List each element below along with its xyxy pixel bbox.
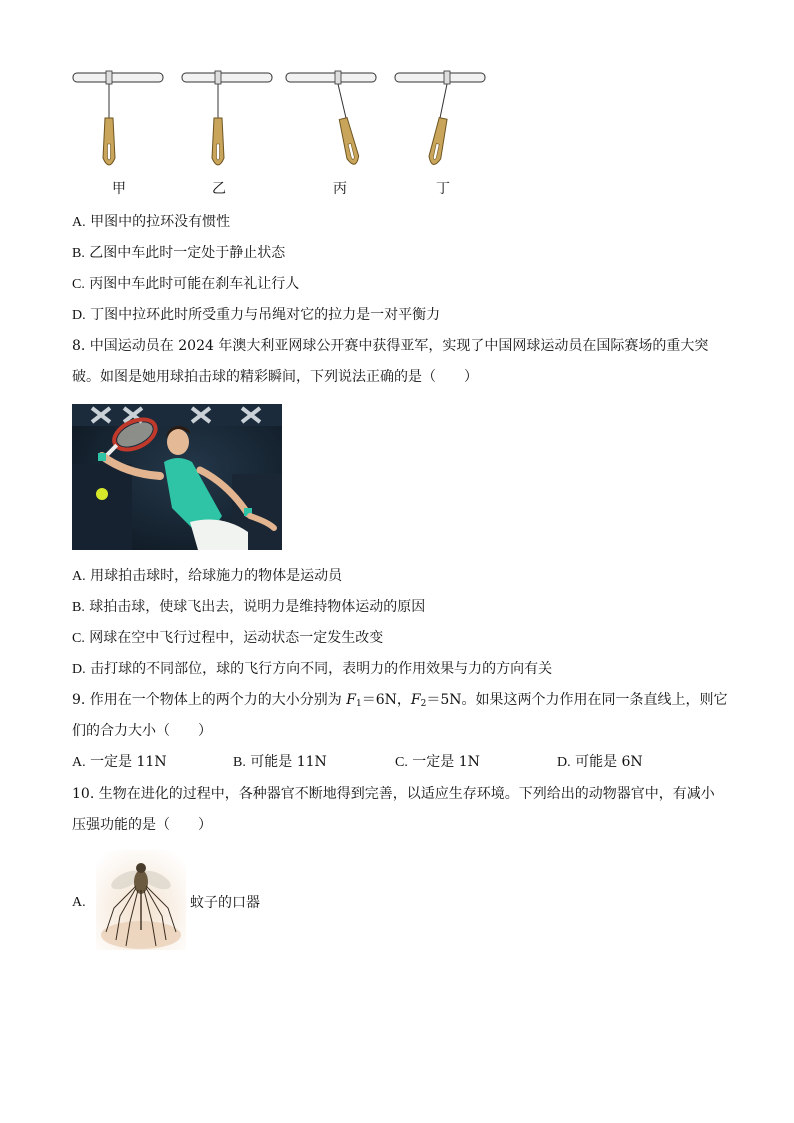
q10-option-a-text: 蚊子的口器 <box>190 895 260 911</box>
figure-label-bing: 丙 <box>333 181 347 197</box>
figure-label-yi: 乙 <box>212 181 226 197</box>
option-letter: B. <box>72 246 85 261</box>
q10-option-a-letter: A. <box>72 895 86 910</box>
mosquito-photo <box>96 850 186 950</box>
option-letter: A. <box>72 755 86 770</box>
option-text: 可能是 11N <box>250 754 327 770</box>
figure-label-jia: 甲 <box>112 181 126 197</box>
q10-stem-line1: 10. 生物在进化的过程中，各种器官不断地得到完善，以适应生存环境。下列给出的动物器官中，有减小 <box>72 786 715 802</box>
q8-option-b <box>72 597 425 618</box>
q10-stem-line2: 压强功能的是（ ） <box>72 817 212 833</box>
q8-option-a <box>72 566 342 587</box>
q8-option-d <box>72 659 552 680</box>
q8-stem-line2: 破。如图是她用球拍击球的精彩瞬间，下列说法正确的是（ ） <box>72 369 478 385</box>
option-text: 用球拍击球时，给球施力的物体是运动员 <box>90 568 343 584</box>
q9-stem-text-a: 9. 作用在一个物体上的两个力的大小分别为 <box>72 692 347 708</box>
q7-option-c <box>72 274 299 295</box>
strap-yi <box>182 71 272 165</box>
q7-option-b <box>72 243 285 264</box>
q8-option-c <box>72 628 383 649</box>
hanging-strap-figure <box>70 66 500 176</box>
f2-subscript: 2 <box>420 699 427 709</box>
strap-ding <box>395 71 485 166</box>
f1-subscript: 1 <box>355 699 362 709</box>
option-letter: C. <box>72 277 85 292</box>
tennis-player-photo <box>72 404 282 550</box>
q9-stem-line2: 们的合力大小（ ） <box>72 723 212 739</box>
option-letter: C. <box>72 631 85 646</box>
option-text: 网球在空中飞行过程中，运动状态一定发生改变 <box>89 630 384 646</box>
option-text: 可能是 6N <box>575 754 643 770</box>
q9-stem-line1 <box>72 690 728 714</box>
f1-value: ＝6N， <box>361 692 411 708</box>
f2-value: ＝5N。如果这两个力作用在同一条直线上，则它 <box>426 692 728 708</box>
q8-stem-line1: 8. 中国运动员在 2024 年澳大利亚网球公开赛中获得亚军，实现了中国网球运动员在国际赛场的重大突 <box>72 338 709 354</box>
q9-option-d <box>557 752 643 773</box>
option-letter: B. <box>233 755 246 770</box>
option-letter: A. <box>72 215 86 230</box>
option-text: 丙图中车此时可能在刹车礼让行人 <box>89 276 300 292</box>
option-text: 乙图中车此时一定处于静止状态 <box>89 245 286 261</box>
f2-symbol: F <box>410 692 421 708</box>
option-text: 一定是 11N <box>90 754 167 770</box>
option-text: 丁图中拉环此时所受重力与吊绳对它的拉力是一对平衡力 <box>90 307 441 323</box>
option-text: 甲图中的拉环没有惯性 <box>90 214 231 230</box>
q7-option-a <box>72 212 230 233</box>
figure-label-ding: 丁 <box>436 181 450 197</box>
q7-option-d <box>72 305 440 326</box>
q9-option-a <box>72 752 167 773</box>
option-letter: D. <box>72 662 86 677</box>
strap-bing <box>286 71 376 166</box>
option-letter: C. <box>395 755 408 770</box>
option-letter: D. <box>557 755 571 770</box>
q9-option-c <box>395 752 480 773</box>
q9-option-b <box>233 752 327 773</box>
option-letter: A. <box>72 569 86 584</box>
strap-jia <box>73 71 163 165</box>
option-text: 击打球的不同部位，球的飞行方向不同，表明力的作用效果与力的方向有关 <box>90 661 553 677</box>
option-letter: B. <box>72 600 85 615</box>
option-text: 球拍击球，使球飞出去，说明力是维持物体运动的原因 <box>89 599 426 615</box>
option-letter: D. <box>72 308 86 323</box>
option-text: 一定是 1N <box>412 754 480 770</box>
f1-symbol: F <box>346 692 356 708</box>
